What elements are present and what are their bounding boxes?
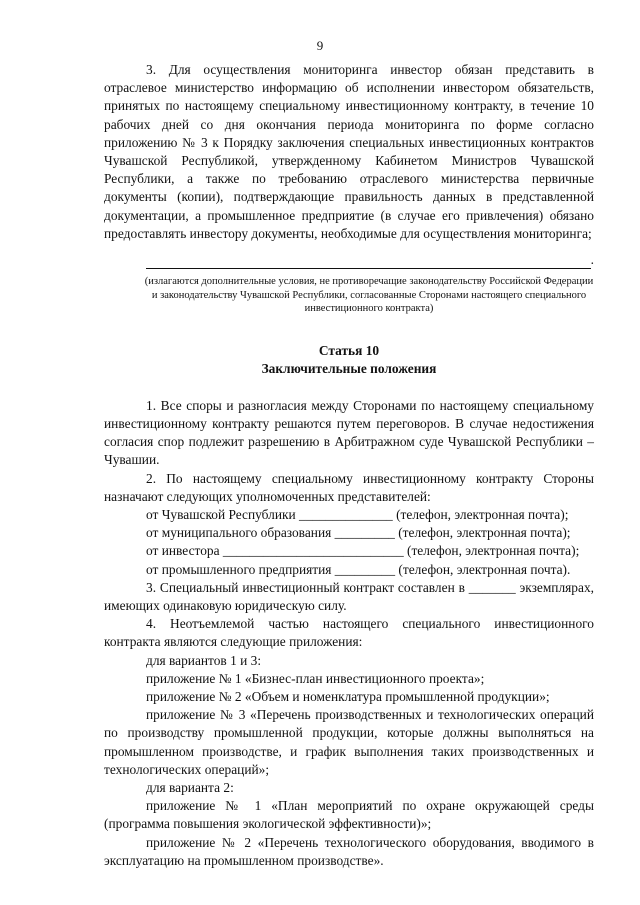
clause-3-monitoring: 3. Для осуществления мониторинга инвестор обязан представить в отраслевое министерство информацию об исполнении инвестором обязательств, принятых по настоящему специальному инвестиционному контракту, в течение 10 рабочих дней со дня окончания периода мониторинга по форме согласно приложению № 3 к Порядку заключения специальных инвестиционных контрактов Чувашской Республикой, утвержденному Кабинетом Министров Чувашской Республики, а также по требованию отраслевого министерства первичные документы (копии), подтверждающие правильность данных в представленной документации, а промышленное предприятие (в случае его привлечения) обязано предоставлять инвестору документы, необходимые для осуществления мониторинга;	[104, 62, 594, 241]
annex-1-business-plan: приложение № 1 «Бизнес-план инвестиционного проекта»;	[146, 670, 485, 686]
blank-rule-period: .	[590, 252, 594, 268]
article-title: Заключительные положения	[261, 361, 437, 377]
page-content	[104, 61, 594, 870]
representative-investor: от инвестора ___________________________ (телефон, электронная почта);	[146, 543, 580, 559]
representative-republic: от Чувашской Республики ______________ (телефон, электронная почта);	[146, 506, 569, 522]
representative-municipal: от муниципального образования _________ (телефон, электронная почта);	[146, 525, 571, 541]
article-heading	[104, 342, 594, 379]
representative-enterprise: от промышленного предприятия _________ (телефон, электронная почта).	[146, 561, 571, 577]
variants-1-3-label: для вариантов 1 и 3:	[146, 652, 262, 668]
additional-conditions-note: (излагаются дополнительные условия, не противоречащие законодательству Российской Федерации и законодательству Чувашской Республики, согласованные Сторонами настоящего специального инвестиционного контракта)	[144, 276, 594, 315]
annex-3-operations: приложение № 3 «Перечень производственных и технологических операций по производству промышленной продукции, которые должны выполняться на промышленном производстве, и график выполнения таких производственных и технологических операций»;	[104, 707, 594, 777]
page-number: 9	[316, 38, 324, 53]
blank-fill-line	[146, 251, 594, 269]
blank-rule	[146, 254, 591, 269]
article-body	[104, 397, 594, 870]
paragraph-disputes: 1. Все споры и разногласия между Сторонами по настоящему специальному инвестиционному контракту решаются путем переговоров. В случае недостижения согласия спор подлежит разрешению в Арбитражном суде Чувашской Республики – Чувашии.	[104, 397, 594, 468]
annex-2-equipment: приложение № 2 «Перечень технологического оборудования, вводимого в эксплуатацию на промышленном производстве».	[104, 834, 594, 868]
article-number: Статья 10	[318, 342, 380, 358]
paragraph-annexes: 4. Неотъемлемой частью настоящего специального инвестиционного контракта являются следующие приложения:	[104, 616, 594, 650]
paragraph-copies: 3. Специальный инвестиционный контракт составлен в _______ экземплярах, имеющих одинаковую юридическую силу.	[104, 579, 594, 613]
variant-2-label: для варианта 2:	[146, 780, 234, 795]
paragraph-representatives: 2. По настоящему специальному инвестиционному контракту Стороны назначают следующих уполномоченных представителей:	[104, 470, 594, 504]
annex-2-volume: приложение № 2 «Объем и номенклатура промышленной продукции»;	[146, 688, 550, 704]
annex-1-environment: приложение № 1 «План мероприятий по охране окружающей среды (программа повышения экологической эффективности)»;	[104, 798, 594, 832]
